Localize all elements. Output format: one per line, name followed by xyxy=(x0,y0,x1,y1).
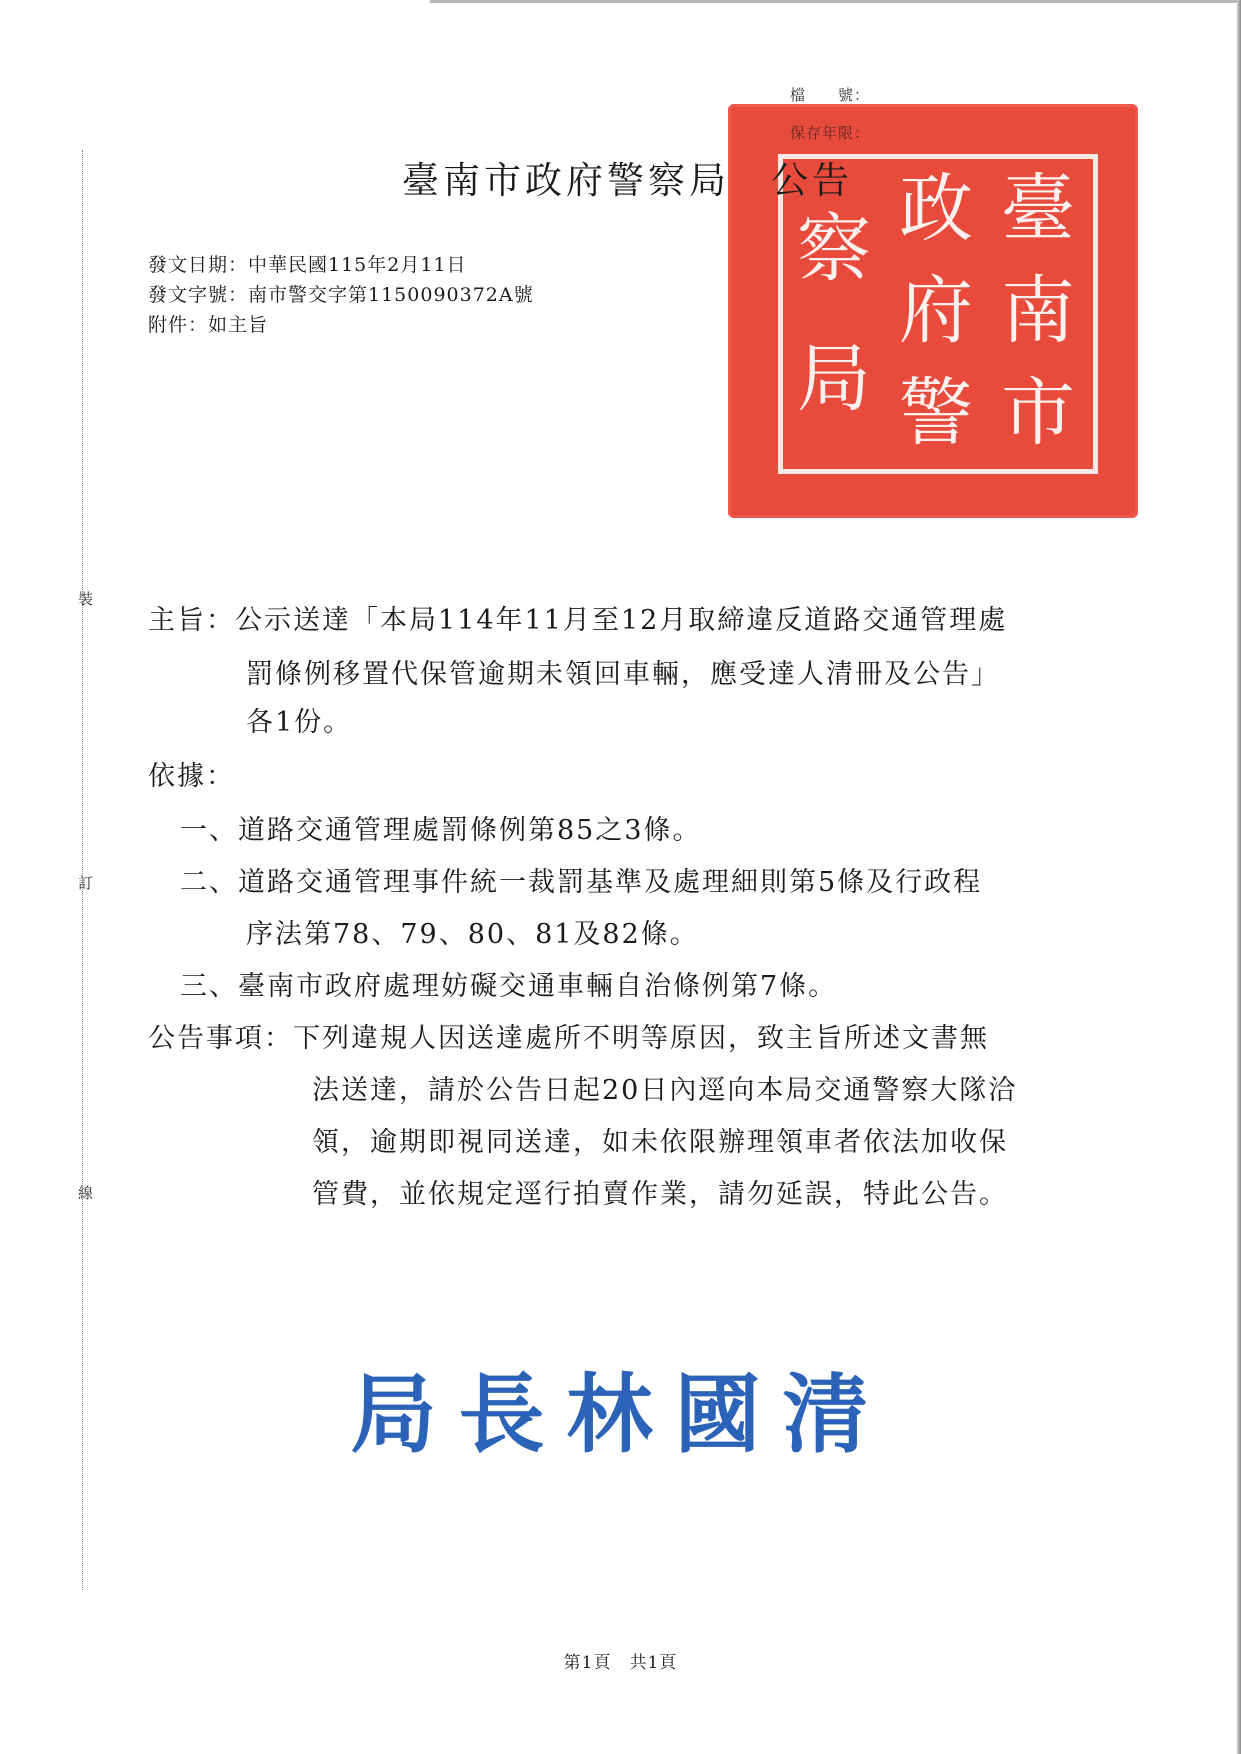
director-signature: 局長林國清 xyxy=(350,1364,891,1465)
retention-label: 保存年限： xyxy=(790,124,871,142)
basis-item-1: 一、道路交通管理處罰條例第85之3條。 xyxy=(180,815,702,846)
seal-char-1: 臺 xyxy=(1001,166,1075,252)
seal-char-3: 市 xyxy=(1001,370,1075,456)
binding-mark-xian: 線 xyxy=(78,1184,94,1202)
page-right-edge xyxy=(1237,0,1241,1754)
basis-item-3: 三、臺南市政府處理妨礙交通車輛自治條例第7條。 xyxy=(180,971,838,1002)
binding-mark-zhuang: 裝 xyxy=(78,590,94,608)
document-number: 發文字號：南市警交字第1150090372A號 xyxy=(148,284,534,306)
page-number: 第1頁 共1頁 xyxy=(563,1653,678,1673)
page-title: 臺南市政府警察局 公告 xyxy=(402,159,853,202)
attachment: 附件：如主旨 xyxy=(148,314,269,336)
notice-line-1: 公告事項：下列違規人因送達處所不明等原因，致主旨所述文書無 xyxy=(148,1023,989,1054)
seal-char-5: 府 xyxy=(899,268,973,354)
basis-item-2: 二、道路交通管理事件統一裁罰基準及處理細則第5條及行政程 xyxy=(180,867,983,898)
subject-line-2: 罰條例移置代保管逾期未領回車輛，應受達人清冊及公告」 xyxy=(246,659,1000,690)
notice-line-2: 法送達，請於公告日起20日內逕向本局交通警察大隊洽 xyxy=(312,1075,1018,1106)
seal-char-2: 南 xyxy=(1001,268,1075,354)
page-top-edge xyxy=(430,0,1241,3)
notice-line-4: 管費，並依規定逕行拍賣作業，請勿延誤，特此公告。 xyxy=(312,1179,1008,1210)
subject-line-1: 主旨：公示送達「本局114年11月至12月取締違反道路交通管理處 xyxy=(148,605,1008,636)
file-number-label: 檔 號： xyxy=(790,86,871,104)
seal-char-6: 警 xyxy=(899,370,973,456)
seal-char-8: 局 xyxy=(797,336,871,422)
seal-char-7: 察 xyxy=(797,206,871,292)
seal-char-4: 政 xyxy=(899,166,973,252)
basis-item-2-cont: 序法第78、79、80、81及82條。 xyxy=(246,919,699,950)
notice-line-3: 領，逾期即視同送達，如未依限辦理領車者依法加收保 xyxy=(312,1127,1008,1158)
basis-label: 依據： xyxy=(148,761,235,792)
binding-mark-ding: 訂 xyxy=(78,874,94,892)
subject-line-3: 各1份。 xyxy=(246,707,353,738)
issue-date: 發文日期：中華民國115年2月11日 xyxy=(148,254,467,276)
